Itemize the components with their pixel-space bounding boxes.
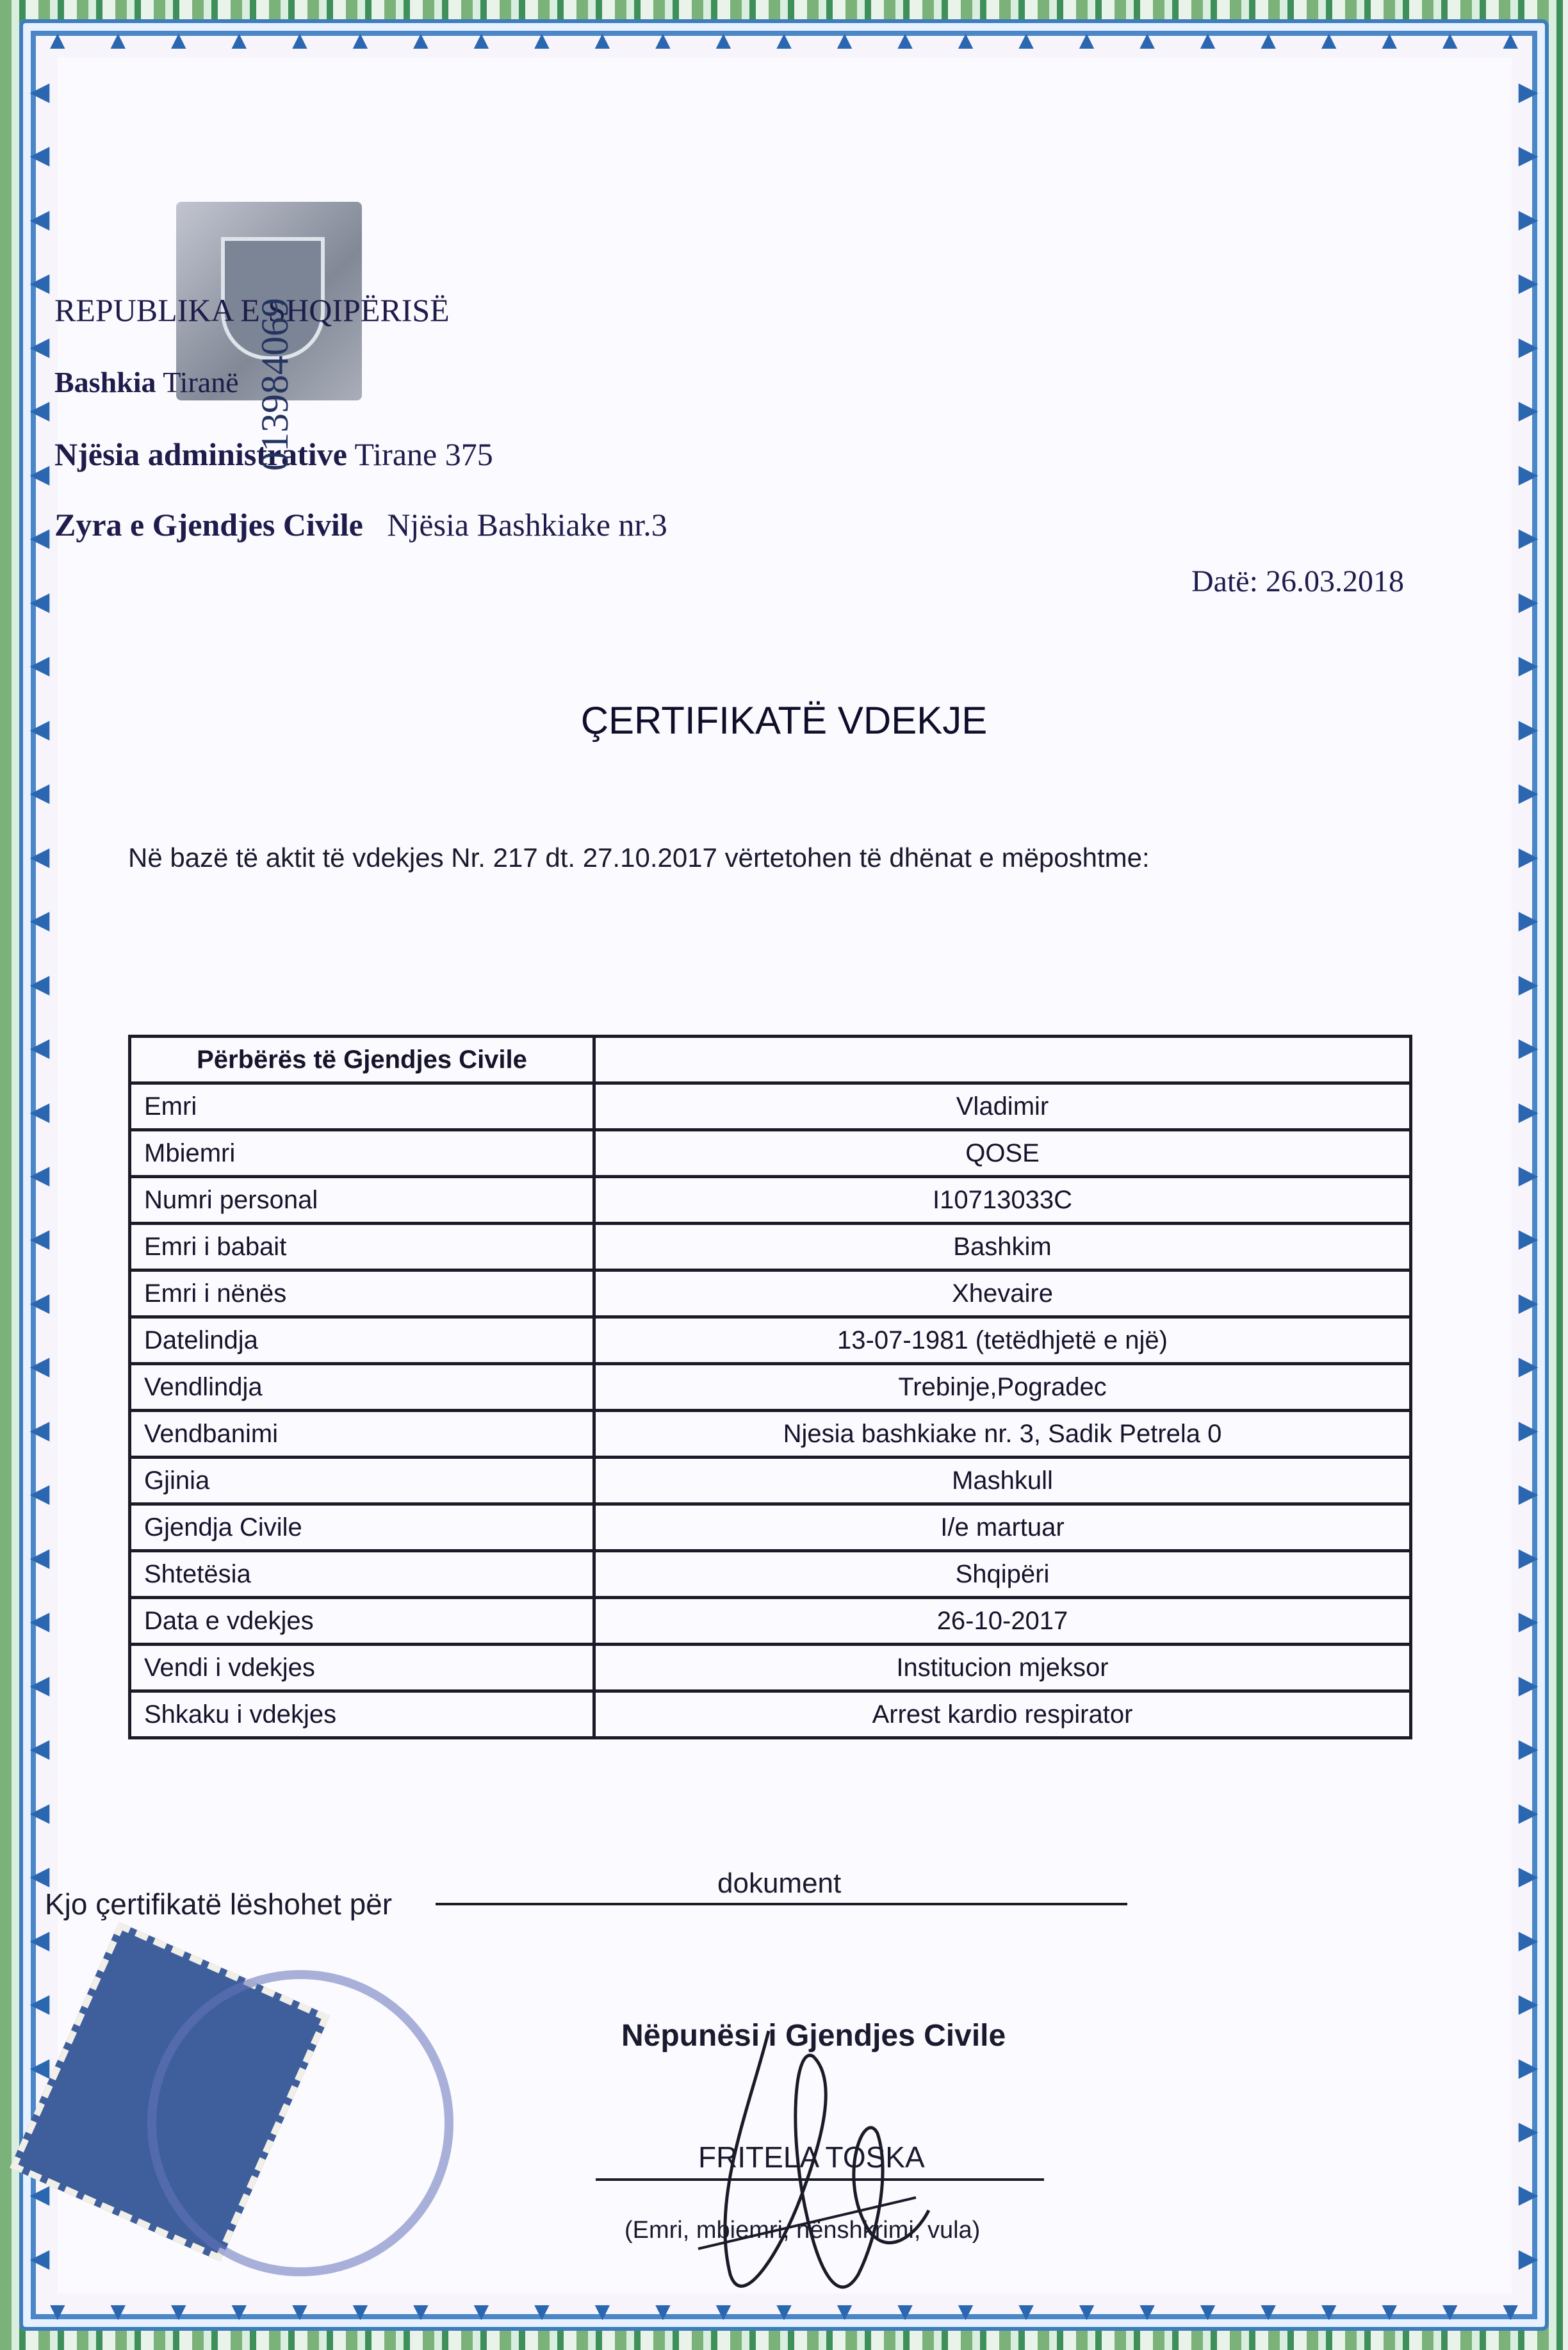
row-value: Bashkim	[594, 1224, 1411, 1270]
municipality-value: Tiranë	[163, 366, 239, 399]
table-row	[130, 1130, 1411, 1177]
row-label: Mbiemri	[130, 1130, 594, 1177]
office-label: Zyra e Gjendjes Civile	[54, 507, 363, 543]
official-name: FRITELA TOSKA	[698, 2140, 925, 2174]
table-row	[130, 1411, 1411, 1458]
row-label: Datelindja	[130, 1317, 594, 1364]
office-line	[54, 506, 667, 543]
table-row	[130, 1551, 1411, 1598]
border-arrows-right: ▶ ▶ ▶ ▶ ▶ ▶ ▶ ▶ ▶ ▶ ▶ ▶ ▶ ▶ ▶ ▶ ▶ ▶ ▶ ▶ ▶ ▶ ▶ ▶ ▶ ▶ ▶ ▶ ▶ ▶ ▶ ▶ ▶ ▶ ▶	[1518, 78, 1539, 2272]
row-value: Njesia bashkiake nr. 3, Sadik Petrela 0	[594, 1411, 1411, 1458]
row-label: Emri	[130, 1083, 594, 1130]
table-row	[130, 1364, 1411, 1411]
table-header-label: Përbërës të Gjendjes Civile	[130, 1037, 594, 1083]
municipality-label: Bashkia	[54, 366, 156, 399]
table-row	[130, 1458, 1411, 1504]
republic-heading: REPUBLIKA E SHQIPËRISË	[54, 292, 450, 328]
issue-date: Datë: 26.03.2018	[1191, 564, 1404, 598]
row-value: Mashkull	[594, 1458, 1411, 1504]
row-value: QOSE	[594, 1130, 1411, 1177]
row-label: Vendi i vdekjes	[130, 1645, 594, 1691]
row-value: Arrest kardio respirator	[594, 1691, 1411, 1738]
civil-status-table	[128, 1035, 1412, 1739]
row-label: Data e vdekjes	[130, 1598, 594, 1645]
row-value: Xhevaire	[594, 1270, 1411, 1317]
admin-unit-label: Njësia administrative	[54, 436, 347, 472]
row-value: I10713033C	[594, 1177, 1411, 1224]
table-row	[130, 1224, 1411, 1270]
signature-icon	[673, 2005, 942, 2338]
row-value: Vladimir	[594, 1083, 1411, 1130]
issued-for-value: dokument	[717, 1868, 842, 1899]
row-label: Numri personal	[130, 1177, 594, 1224]
table-header-row	[130, 1037, 1411, 1083]
table-row	[130, 1083, 1411, 1130]
row-value: Trebinje,Pogradec	[594, 1364, 1411, 1411]
row-label: Shkaku i vdekjes	[130, 1691, 594, 1738]
row-label: Gjendja Civile	[130, 1504, 594, 1551]
border-arrows-top: ▲ ▲ ▲ ▲ ▲ ▲ ▲ ▲ ▲ ▲ ▲ ▲ ▲ ▲ ▲ ▲ ▲ ▲ ▲ ▲ ▲ ▲ ▲ ▲ ▲	[45, 26, 1523, 54]
official-title: Nëpunësi i Gjendjes Civile	[621, 2019, 1006, 2053]
table-header-value	[594, 1037, 1411, 1083]
border-arrows-left: ◀ ◀ ◀ ◀ ◀ ◀ ◀ ◀ ◀ ◀ ◀ ◀ ◀ ◀ ◀ ◀ ◀ ◀ ◀ ◀ ◀ ◀ ◀ ◀ ◀ ◀ ◀ ◀ ◀ ◀ ◀ ◀ ◀ ◀	[29, 78, 50, 2272]
table-row	[130, 1504, 1411, 1551]
row-value: I/e martuar	[594, 1504, 1411, 1551]
table-row	[130, 1270, 1411, 1317]
issued-for-label: Kjo çertifikatë lëshohet për	[45, 1887, 393, 1921]
table-row	[130, 1317, 1411, 1364]
row-label: Emri i nënës	[130, 1270, 594, 1317]
intro-statement: Në bazë të aktit të vdekjes Nr. 217 dt. 27.10.2017 vërtetohen të dhënat e mëposhtme:	[128, 842, 1150, 873]
document-title: ÇERTIFIKATË VDEKJE	[580, 699, 988, 742]
row-value: Institucion mjeksor	[594, 1645, 1411, 1691]
municipality-line	[54, 365, 239, 399]
row-label: Emri i babait	[130, 1224, 594, 1270]
row-value: 26-10-2017	[594, 1598, 1411, 1645]
admin-unit-value: Tirane 375	[354, 436, 493, 472]
row-label: Vendbanimi	[130, 1411, 594, 1458]
table-row	[130, 1691, 1411, 1738]
table-row	[130, 1598, 1411, 1645]
row-label: Gjinia	[130, 1458, 594, 1504]
official-seal-icon	[147, 1970, 453, 2276]
office-value: Njësia Bashkiake nr.3	[387, 507, 667, 543]
signature-note: (Emri, mbiemri, nënshkrimi, vula)	[625, 2217, 981, 2244]
row-label: Shtetësia	[130, 1551, 594, 1598]
table-row	[130, 1645, 1411, 1691]
table-row	[130, 1177, 1411, 1224]
row-label: Vendlindja	[130, 1364, 594, 1411]
row-value: Shqipëri	[594, 1551, 1411, 1598]
row-value: 13-07-1981 (tetëdhjetë e një)	[594, 1317, 1411, 1364]
border-arrows-bottom: ▼ ▼ ▼ ▼ ▼ ▼ ▼ ▼ ▼ ▼ ▼ ▼ ▼ ▼ ▼ ▼ ▼ ▼ ▼ ▼ ▼ ▼ ▼ ▼ ▼	[45, 2297, 1523, 2326]
